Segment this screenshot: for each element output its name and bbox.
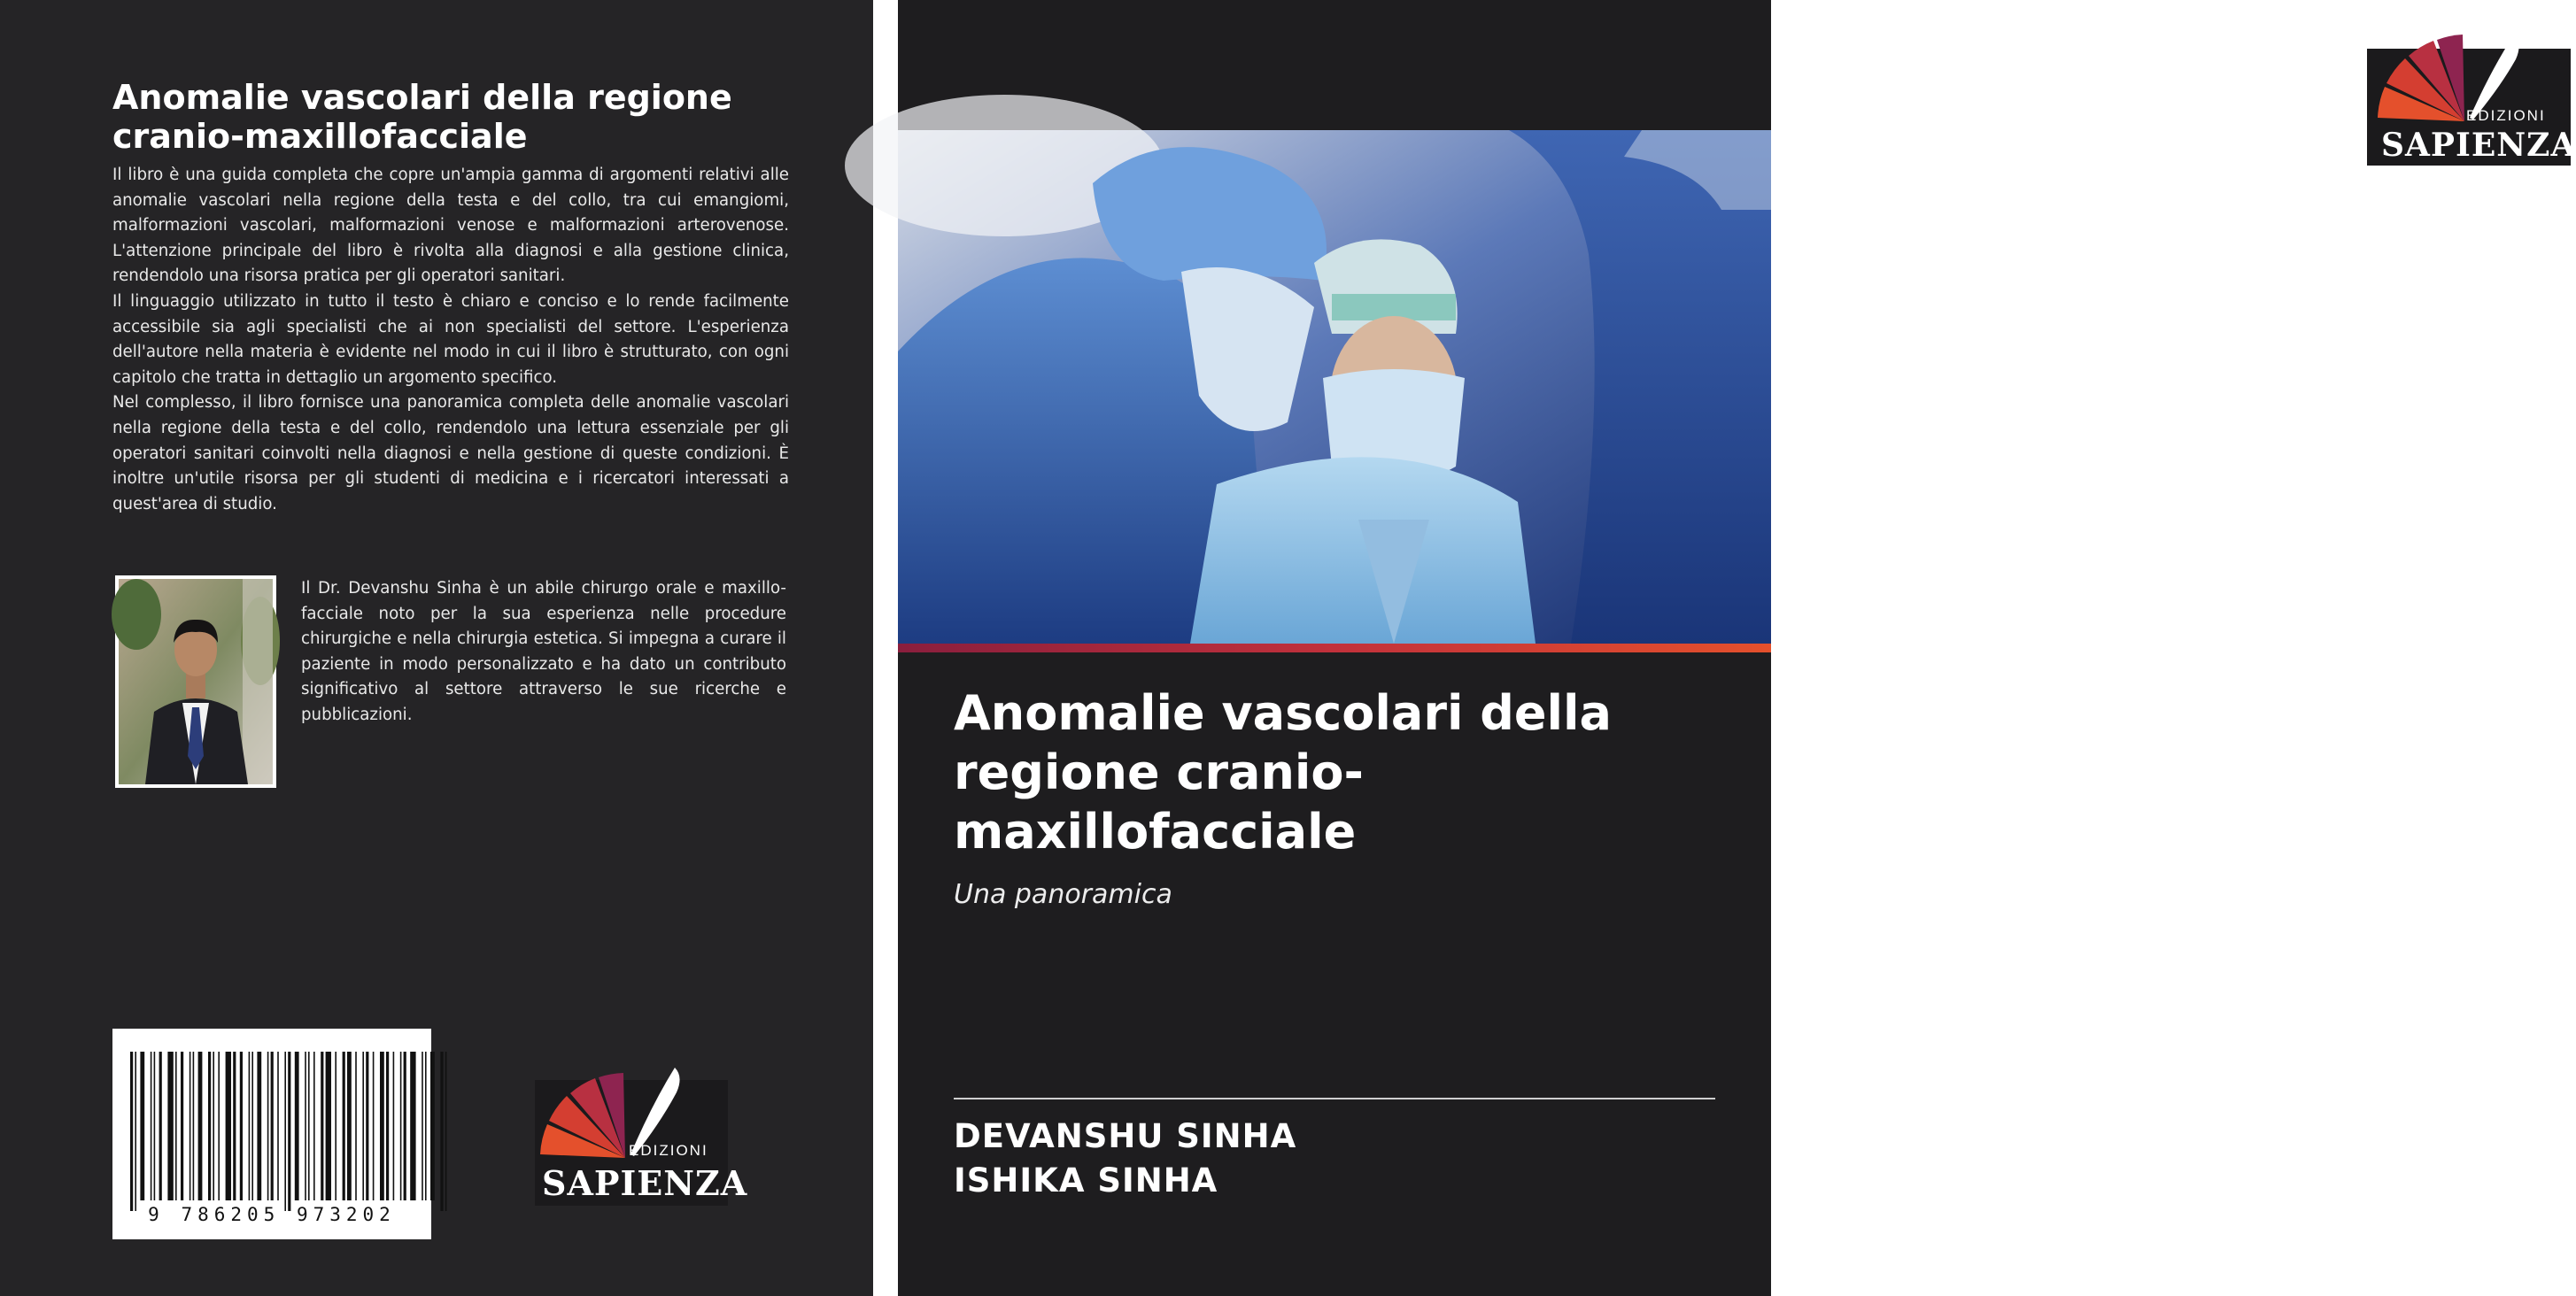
back-cover xyxy=(0,0,873,1296)
divider xyxy=(954,1098,1715,1099)
blurb-paragraph: Il libro è una guida completa che copre un'ampia gamma di argomenti relativi alle anomalie vascolari nella regione della testa e del collo, tra cui emangiomi, malformazioni vascolari, malformazioni venose e malformazioni arterovenose. L'attenzione principale del libro è rivolta alla diagnosi e alla gestione clinica, rendendolo una risorsa pratica per gli operatori sanitari. xyxy=(112,166,789,286)
publisher-name: SAPIENZA xyxy=(542,1163,748,1203)
publisher-sub: EDIZIONI xyxy=(629,1142,708,1159)
barcode-bar xyxy=(251,1052,253,1200)
barcode-bar xyxy=(335,1052,337,1200)
barcode-bar xyxy=(288,1052,290,1211)
author-name: DEVANSHU SINHA xyxy=(954,1117,1297,1155)
barcode-bar xyxy=(208,1052,211,1200)
barcode-bar xyxy=(140,1052,144,1200)
barcode-bar xyxy=(190,1052,191,1200)
barcode-bar xyxy=(240,1052,243,1200)
barcode-bar xyxy=(308,1052,310,1200)
barcode-bar xyxy=(430,1052,435,1200)
barcode-bar xyxy=(313,1052,315,1200)
isbn-barcode xyxy=(112,1029,431,1239)
front-cover xyxy=(898,0,2576,1296)
barcode-bar xyxy=(440,1052,443,1211)
barcode-bar xyxy=(445,1052,447,1211)
publisher-logo xyxy=(2367,49,2576,166)
barcode-bar xyxy=(233,1052,236,1200)
barcode-bar xyxy=(267,1052,269,1200)
barcode-bar xyxy=(347,1052,352,1200)
barcode-bar xyxy=(362,1052,364,1200)
barcode-bar xyxy=(249,1052,251,1200)
barcode-bar xyxy=(277,1052,279,1200)
author-portrait-illustration xyxy=(119,579,273,784)
barcode-bar xyxy=(373,1052,375,1200)
author-name: ISHIKA SINHA xyxy=(954,1161,1218,1200)
author-photo xyxy=(115,575,276,788)
barcode-bar xyxy=(355,1052,357,1200)
barcode-bar xyxy=(193,1052,195,1200)
barcode-bar xyxy=(305,1052,306,1200)
blurb-paragraph: Il linguaggio utilizzato in tutto il testo è chiaro e conciso e lo rende facilmente accessibile sia agli specialisti che ai non specialisti del settore. L'esperienza dell'autore nella materia è evidente nel modo in cui il libro è strutturato, con ogni capitolo che tratta in dettaglio un argomento specifico. xyxy=(112,291,789,387)
barcode-bar xyxy=(175,1052,177,1200)
barcode-bar xyxy=(159,1052,162,1200)
back-cover-blurb xyxy=(112,163,789,517)
barcode-bar xyxy=(295,1052,299,1200)
barcode-bar xyxy=(135,1052,136,1211)
barcode-bar xyxy=(425,1052,427,1200)
barcode-bar xyxy=(213,1052,214,1200)
barcode-bar xyxy=(404,1052,406,1200)
front-cover-subtitle: Una panoramica xyxy=(954,879,1172,910)
barcode-bar xyxy=(343,1052,345,1200)
barcode-bar xyxy=(226,1052,231,1200)
barcode-bar xyxy=(130,1052,133,1211)
barcode-bar xyxy=(154,1052,156,1200)
cover-photo xyxy=(898,130,1771,644)
surgeons-illustration xyxy=(898,130,1771,644)
barcode-bar xyxy=(284,1052,286,1211)
barcode-bar xyxy=(410,1052,415,1200)
publisher-logo xyxy=(535,1080,748,1206)
barcode-bar xyxy=(321,1052,323,1200)
barcode-bar xyxy=(366,1052,368,1200)
publisher-name: SAPIENZA xyxy=(2381,127,2576,164)
barcode-bar xyxy=(167,1052,173,1200)
author-bio: Il Dr. Devanshu Sinha è un abile chirurgo orale e maxillo-facciale noto per la sua esperienza nelle procedure chirurgiche e nella chirurgia estetica. Si impegna a curare il paziente in modo personalizzato e ha dato un contributo significativo al settore attraverso le sue ricerche e pubblicazioni. xyxy=(301,579,786,724)
accent-bar xyxy=(898,644,1771,652)
barcode-bar xyxy=(393,1052,395,1200)
publisher-sub: EDIZIONI xyxy=(2466,107,2546,124)
barcode-bar xyxy=(151,1052,152,1200)
barcode-bar xyxy=(326,1052,331,1200)
barcode-bar xyxy=(380,1052,384,1200)
barcode-bar xyxy=(198,1052,203,1200)
front-cover-title: Anomalie vascolari della regione cranio-maxillofacciale xyxy=(954,685,1613,860)
barcode-bar xyxy=(257,1052,261,1200)
barcode-bar xyxy=(386,1052,389,1200)
barcode-number: 9 786205 973202 xyxy=(148,1204,396,1225)
blurb-paragraph: Nel complesso, il libro fornisce una panoramica completa delle anomalie vascolari nella regione della testa e del collo, rendendolo una lettura essenziale per gli operatori sanitari coinvolti nella diagnosi e nella gestione di queste condizioni. È inoltre un'utile risorsa per gli studenti di medicina e i ricercatori interessati a quest'area di studio. xyxy=(112,393,789,513)
barcode-bar xyxy=(271,1052,274,1200)
barcode-bar xyxy=(181,1052,183,1200)
barcode-bar xyxy=(400,1052,402,1200)
back-cover-title: Anomalie vascolari della regione cranio-maxillofacciale xyxy=(112,78,732,156)
barcode-bar xyxy=(422,1052,423,1200)
barcode-bar xyxy=(218,1052,220,1200)
